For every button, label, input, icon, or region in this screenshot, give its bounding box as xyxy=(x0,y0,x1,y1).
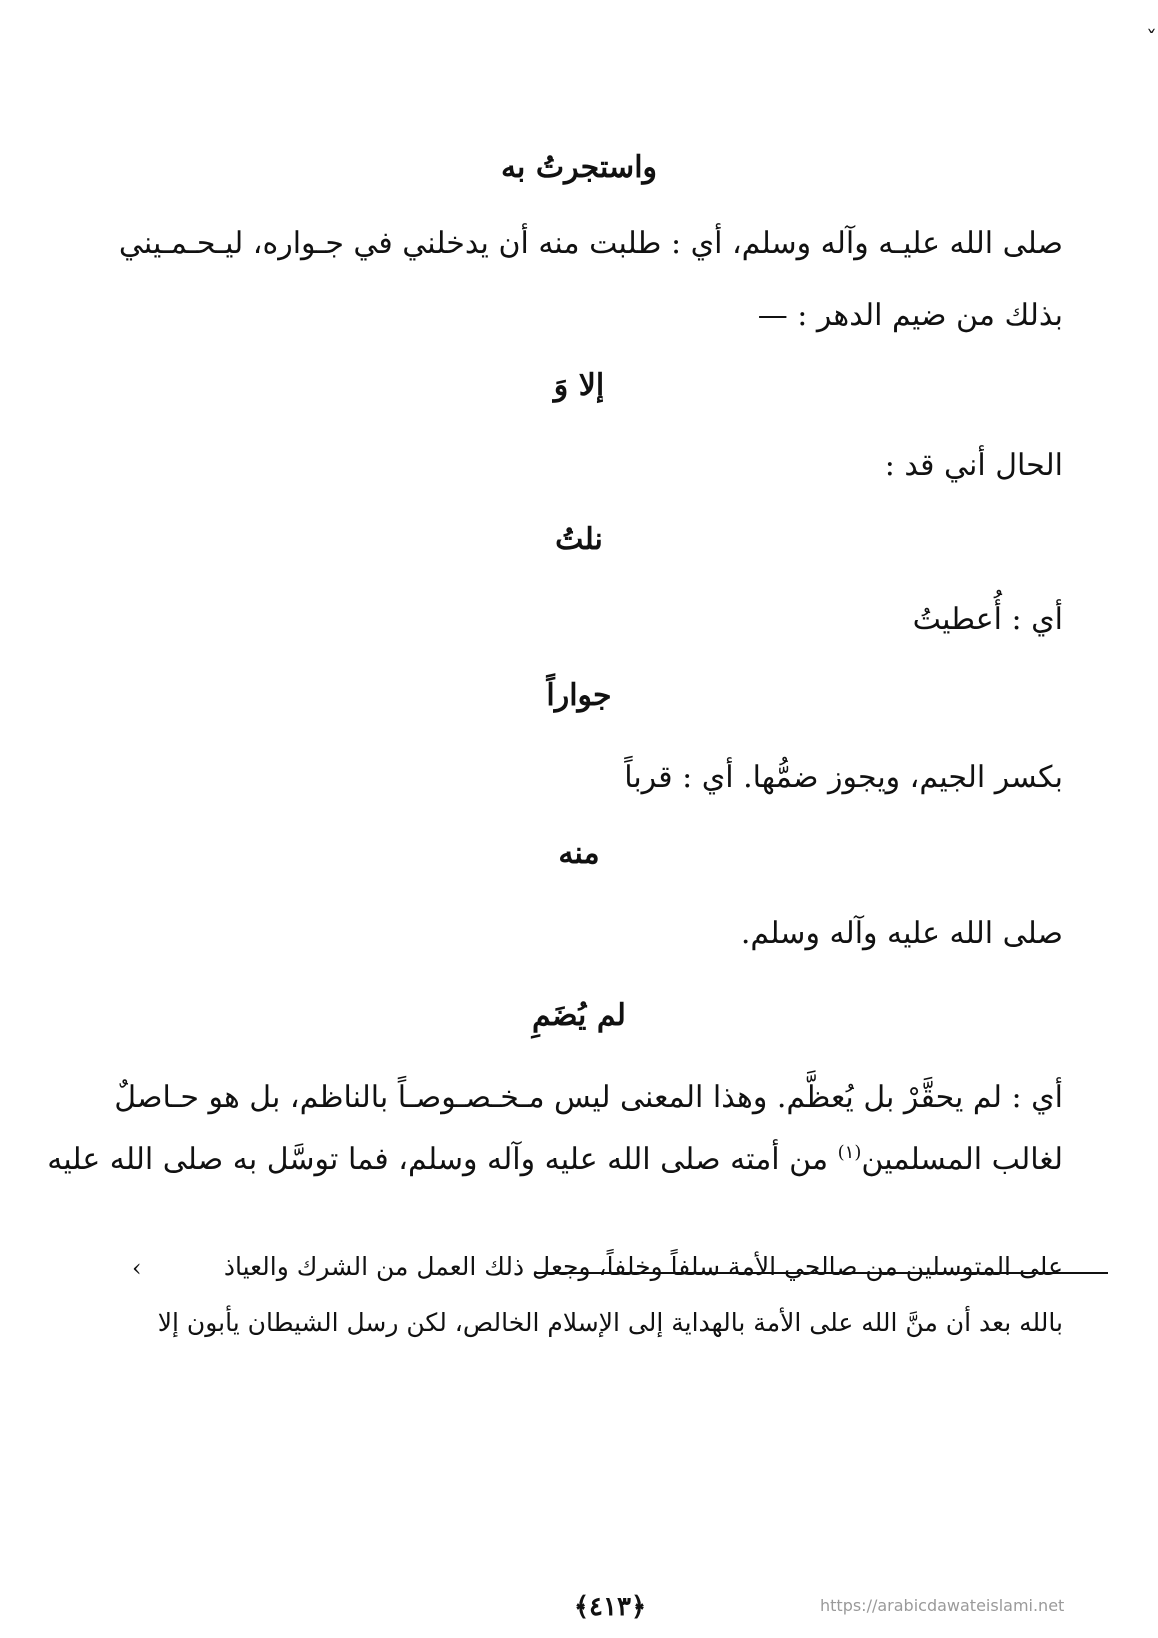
corner-mark: ˇ xyxy=(1146,28,1157,53)
footnote-marker: › xyxy=(132,1254,142,1282)
footnote-reference: (١) xyxy=(837,1142,862,1163)
body-line: صلى الله عليـه وآله وسلم، أي : طلبت منه أن يدخلني في جـواره، ليـحـمـيني xyxy=(118,226,1063,261)
body-line: بكسر الجيم، ويجوز ضمُّها. أي : قرباً xyxy=(624,760,1063,795)
heading-niltu: نلتُ xyxy=(555,522,603,557)
body-line-with-footnote xyxy=(47,1140,1063,1180)
watermark-url: https://arabicdawateislami.net xyxy=(820,1596,1065,1615)
body-line: أي : لم يحقَّرْ بل يُعظَّم. وهذا المعنى ليس مـخـصـوصـاً بالناظم، بل هو حـاصلٌ xyxy=(114,1080,1063,1115)
heading-lam-yudam: لم يُضَمِ xyxy=(532,998,626,1033)
footnote-line: على المتوسلين من صالحي الأمة سلفاً وخلفاً، وجعل ذلك العمل من الشرك والعياذ xyxy=(223,1252,1063,1281)
body-text-part: لغالب المسلمين xyxy=(861,1142,1063,1177)
heading-jiwaran: جواراً xyxy=(546,678,612,713)
heading-wastajartu: واستجرتُ به xyxy=(500,150,658,185)
body-line: صلى الله عليه وآله وسلم. xyxy=(740,916,1063,951)
footnote-line: بالله بعد أن منَّ الله على الأمة بالهداية إلى الإسلام الخالص، لكن رسل الشيطان يأبون إلا xyxy=(157,1308,1063,1337)
body-line: بذلك من ضيم الدهر : — xyxy=(757,298,1063,333)
body-line: أي : أُعطيتُ xyxy=(912,602,1063,637)
body-text-part: من أمته صلى الله عليه وآله وسلم، فما توسَّل به صلى الله عليه xyxy=(47,1142,838,1177)
body-line: الحال أني قد : xyxy=(884,448,1063,483)
heading-minhu: منه xyxy=(558,836,600,871)
page-number: ﴿٤١٣﴾ xyxy=(573,1592,647,1622)
heading-illa-wa: إلا وَ xyxy=(553,368,605,403)
